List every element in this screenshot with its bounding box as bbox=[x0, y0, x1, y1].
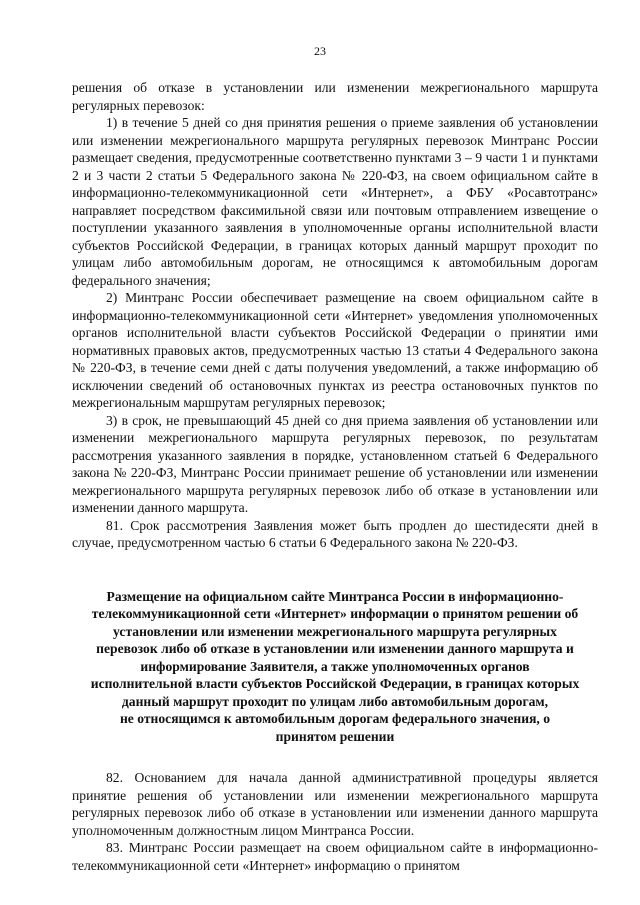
heading-line: телекоммуникационной сети «Интернет» информации о принятом решении об bbox=[91, 606, 579, 621]
heading-line: информирование Заявителя, а также уполномоченных органов bbox=[140, 658, 530, 674]
section-heading bbox=[72, 588, 598, 746]
paragraph-point-81: 81. Срок рассмотрения Заявления может быть продлен до шестидесяти дней в случае, предусмотренном частью 6 статьи 6 Федерального закона № 220-ФЗ. bbox=[72, 517, 598, 550]
page-number: 23 bbox=[314, 44, 326, 58]
paragraphs-before-heading bbox=[72, 79, 598, 552]
paragraph-item-1: 1) в течение 5 дней со дня принятия решения о приеме заявления об установлении или изменении межрегионального маршрута регулярных перевозок Минтранс России размещает сведения, предусмотренные соответственно пунктами 3 – 9 части 1 и пунктами 2 и 3 части 2 статьи 5 Федерального закона № 220-ФЗ, на своем официальном сайте в информационно-телекоммуникационной сети «Интернет», а ФБУ «Росавтотранс» направляет посредством факсимильной связи или почтовым отправлением извещение о поступлении указанного заявления в уполномоченные органы исполнительной власти субъектов Российской Федерации, в границах которых данный маршрут проходит по улицам либо автомобильным дорогам, не относящимся к автомобильным дорогам федерального значения; bbox=[72, 115, 598, 288]
paragraph-point-83: 83. Минтранс России размещает на своем официальном сайте в информационно-телекоммуникационной сети «Интернет» информацию о принятом bbox=[72, 840, 598, 873]
heading-line: перевозок либо об отказе в установлении или изменении данного маршрута и bbox=[96, 641, 574, 656]
heading-line: принятом решении bbox=[275, 728, 395, 744]
heading-line: данный маршрут проходит по улицам либо автомобильным дорогам, bbox=[121, 693, 549, 709]
paragraph-continuation: решения об отказе в установлении или изменении межрегионального маршрута регулярных перевозок: bbox=[72, 80, 598, 113]
heading-line: исполнительной власти субъектов Российской Федерации, в границах которых bbox=[90, 676, 580, 691]
paragraph-item-3: 3) в срок, не превышающий 45 дней со дня приема заявления об установлении или изменении межрегионального маршрута регулярных перевозок, по результатам рассмотрения указанного заявления в порядке, установленном статьей 6 Федерального закона № 220-ФЗ, Минтранс России принимает решение об установлении или изменении межрегионального маршрута регулярных перевозок либо об отказе в установлении или изменении данного маршрута. bbox=[72, 412, 598, 515]
paragraphs-after-heading bbox=[72, 769, 598, 874]
document-body bbox=[72, 79, 598, 874]
paragraph-point-82: 82. Основанием для начала данной административной процедуры является принятие решения об установлении или изменении межрегионального маршрута регулярных перевозок либо об отказе в установлении или изменении данного маршрута уполномоченным должностным лицом Минтранса России. bbox=[72, 770, 598, 838]
paragraph-item-2: 2) Минтранс России обеспечивает размещение на своем официальном сайте в информационно-телекоммуникационной сети «Интернет» уведомления уполномоченных органов исполнительной власти субъектов Российской Федерации о принятии ими нормативных правовых актов, предусмотренных частью 13 статьи 4 Федерального закона № 220-ФЗ, в течение семи дней с даты получения уведомлений, а также информацию об исключении сведений об остановочных пунктах из реестра остановочных пунктов по межрегиональным маршрутам регулярных перевозок; bbox=[72, 290, 598, 410]
heading-line: не относящимся к автомобильным дорогам федерального значения, о bbox=[119, 711, 551, 726]
heading-line: установлении или изменении межрегионального маршрута регулярных bbox=[113, 623, 557, 639]
heading-line: Размещение на официальном сайте Минтранса России в информационно- bbox=[106, 588, 564, 604]
